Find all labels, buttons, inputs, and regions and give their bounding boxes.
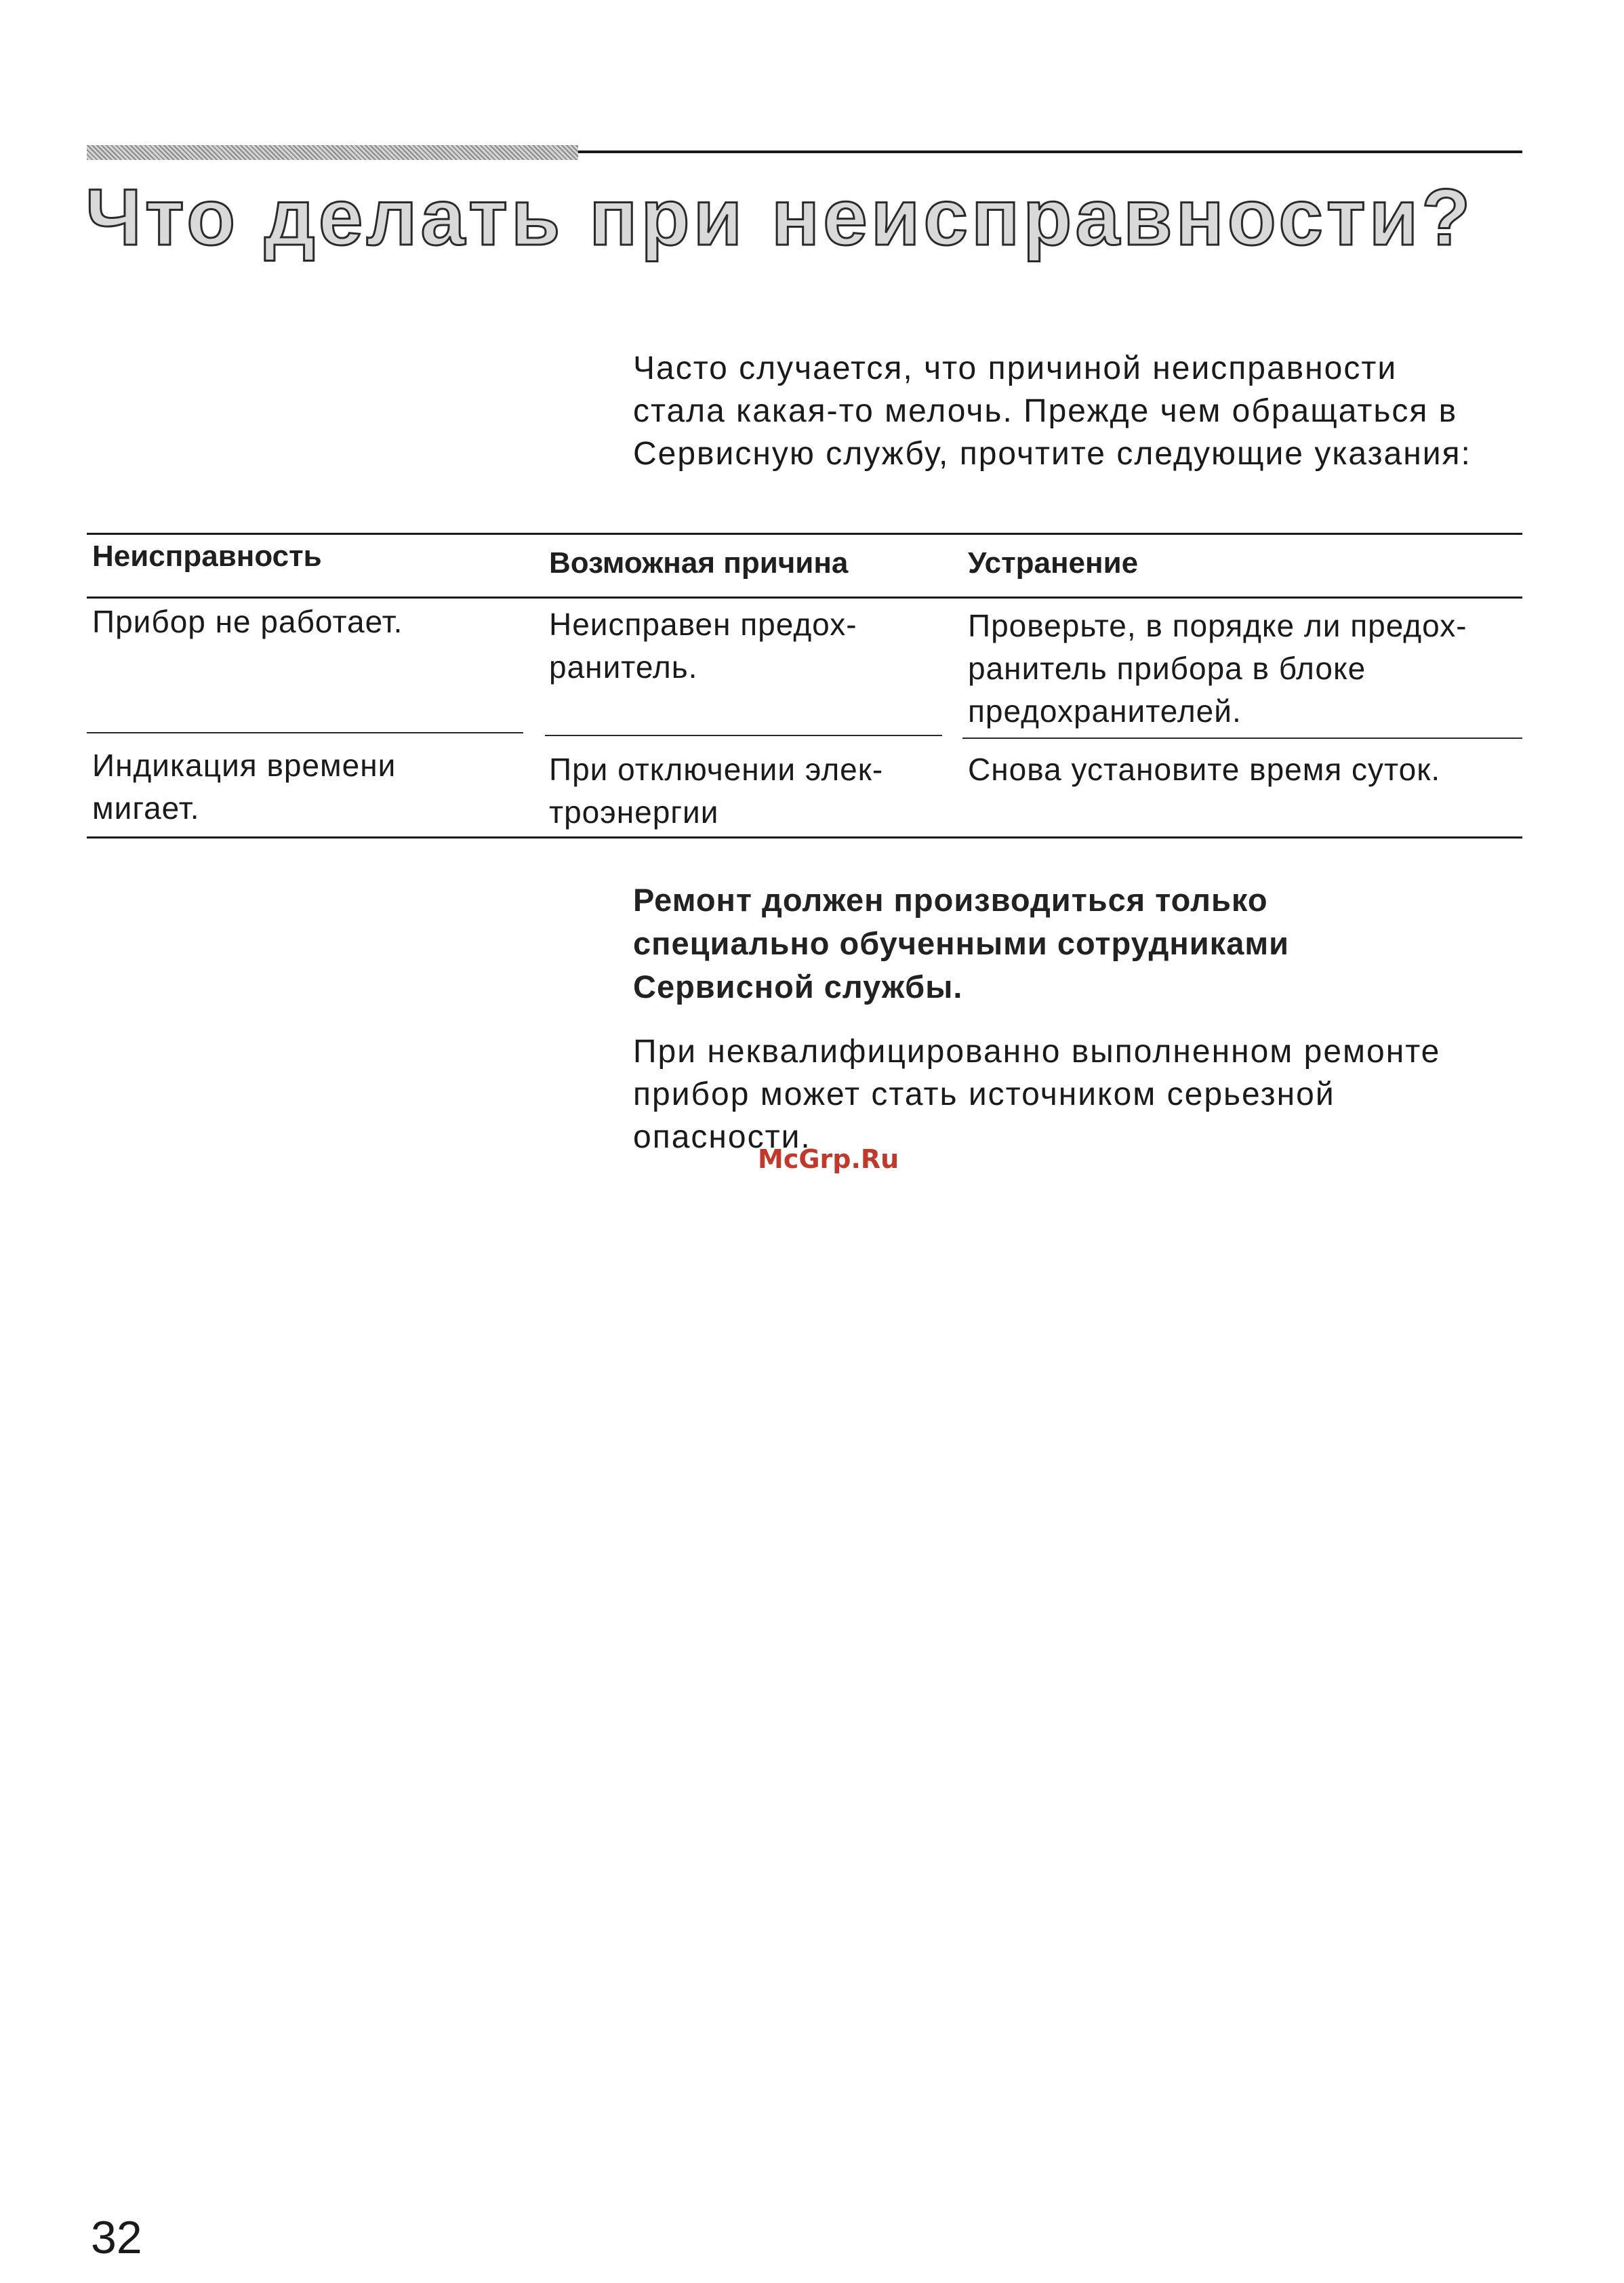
row1-rule-fault: [87, 732, 523, 733]
header-remedy: Устранение: [968, 546, 1139, 580]
note-line: прибор может стать источником серьезной: [633, 1076, 1335, 1112]
cell-line: Проверьте, в порядке ли предох-: [968, 608, 1467, 643]
warning-line: Ремонт должен производиться только: [633, 882, 1268, 918]
cell-line: мигает.: [92, 790, 200, 826]
repair-warning: [633, 878, 1514, 1009]
cell-line: Неисправен предох-: [549, 607, 857, 642]
table-bottom-rule: [87, 836, 1522, 839]
row1-remedy: [968, 605, 1467, 733]
row1-fault: [92, 601, 403, 643]
row2-fault: [92, 744, 396, 830]
cell-line: Индикация времени: [92, 748, 397, 783]
row2-cause: [549, 748, 883, 834]
note-line: опасности.: [633, 1119, 811, 1155]
header-fault: Неисправность: [92, 540, 322, 573]
table-top-rule: [87, 533, 1522, 535]
table-header-rule: [87, 597, 1522, 599]
header-cause: Возможная причина: [549, 546, 849, 580]
cell-line: Прибор не работает.: [92, 604, 403, 639]
note-line: При неквалифицированно выполненном ремонте: [633, 1034, 1441, 1070]
page-title: Что делать при неисправности?: [85, 173, 1474, 262]
row2-remedy: [968, 748, 1440, 791]
cell-line: При отключении элек-: [549, 752, 884, 787]
cell-line: ранитель прибора в блоке: [968, 651, 1366, 686]
cell-line: троэнергии: [549, 794, 719, 830]
row1-rule-cause: [545, 735, 942, 736]
intro-line: стала какая-то мелочь. Прежде чем обращаться в: [633, 393, 1458, 429]
intro-line: Сервисную службу, прочтите следующие указания:: [633, 436, 1471, 472]
row1-cause: [549, 603, 857, 689]
cell-line: ранитель.: [549, 649, 698, 685]
watermark: McGrp.Ru: [758, 1144, 899, 1174]
intro-line: Часто случается, что причиной неисправности: [633, 350, 1398, 386]
header-hatch-bar: [87, 145, 578, 160]
intro-paragraph: [633, 347, 1535, 475]
warning-line: специально обученными сотрудниками: [633, 925, 1290, 961]
warning-line: Сервисной службы.: [633, 969, 963, 1005]
cell-line: предохранителей.: [968, 693, 1242, 729]
cell-line: Снова установите время суток.: [968, 752, 1441, 787]
row1-rule-remedy: [962, 738, 1522, 739]
repair-note: [633, 1030, 1535, 1158]
page-number: 32: [91, 2212, 142, 2263]
